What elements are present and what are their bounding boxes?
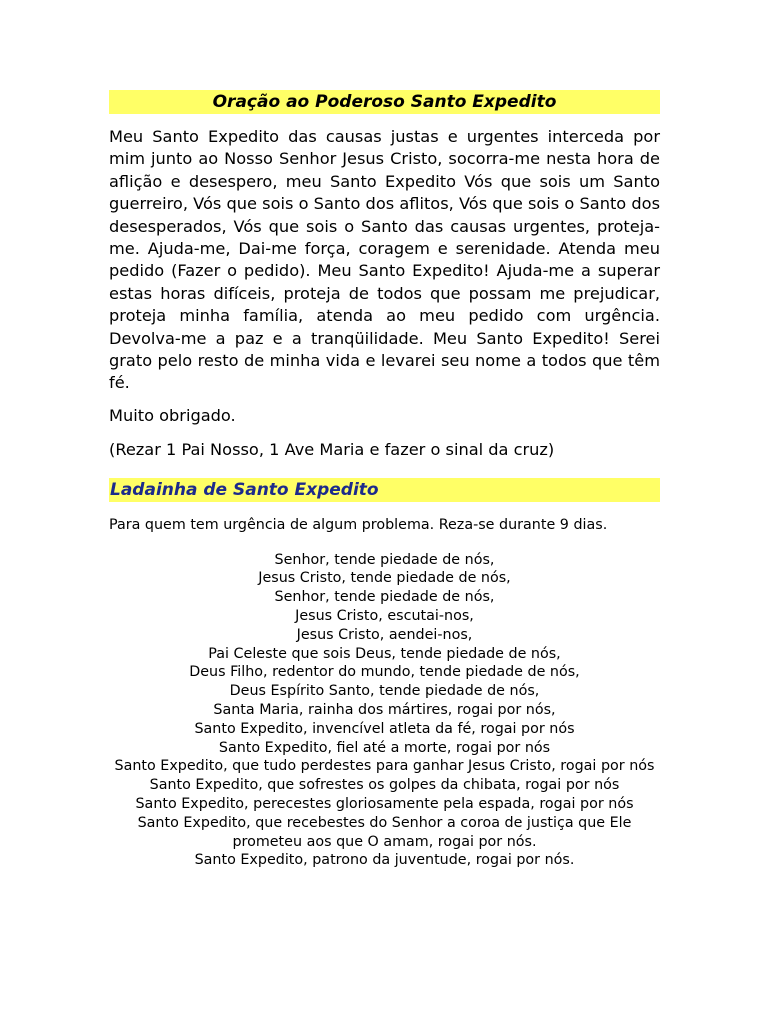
litany-line: Santo Expedito, que tudo perdestes para ganhar Jesus Cristo, rogai por nós (114, 758, 655, 775)
document-page (109, 90, 660, 870)
prayer-text: Meu Santo Expedito das causas justas e urgentes interceda por mim junto ao Nosso Senhor Jesus Cristo, socorra-me nesta hora de aflição e desespero, meu Santo Expedito Vós que sois um Santo guerreiro, Vós que sois o Santo dos aflitos, Vós que sois o Santo dos desesperados, Vós que sois o Santo das causas urgentes, proteja-me. Ajuda-me, Dai-me força, coragem e serenidade. Atenda meu pedido (Fazer o pedido). Meu Santo Expedito! Ajuda-me a superar estas horas difíceis, proteja de todos que possam me prejudicar, proteja minha família, atenda ao meu pedido com urgência. Devolva-me a paz e a tranqüilidade. Meu Santo Expedito! Serei grato pelo resto de minha vida e levarei seu nome a todos que têm fé. (109, 127, 660, 393)
litany-line: Santa Maria, rainha dos mártires, rogai por nós, (213, 702, 556, 719)
litany-line: Santo Expedito, que sofrestes os golpes da chibata, rogai por nós (149, 777, 620, 794)
litany-line: Senhor, tende piedade de nós, (274, 551, 495, 568)
litany-line: Deus Espírito Santo, tende piedade de nós, (229, 683, 540, 700)
litany-line: Deus Filho, redentor do mundo, tende piedade de nós, (189, 664, 580, 681)
litany-line: Santo Expedito, invencível atleta da fé, rogai por nós (194, 720, 575, 737)
prayer-title: Oração ao Poderoso Santo Expedito (109, 90, 660, 114)
litany-line: Jesus Cristo, tende piedade de nós, (258, 570, 511, 587)
litany-line: Pai Celeste que sois Deus, tende piedade de nós, (208, 645, 561, 662)
litany-line: Santo Expedito, fiel até a morte, rogai por nós (218, 739, 551, 756)
instruction-text: (Rezar 1 Pai Nosso, 1 Ave Maria e fazer o sinal da cruz) (109, 440, 555, 460)
litany-line: Jesus Cristo, aendei-nos, (296, 626, 473, 643)
thanks-text: Muito obrigado. (109, 405, 236, 425)
litany-title: Ladainha de Santo Expedito (109, 478, 660, 502)
litany-line: Senhor, tende piedade de nós, (274, 589, 495, 606)
litany-line: Jesus Cristo, escutai-nos, (295, 608, 474, 625)
litany-line: Santo Expedito, que recebestes do Senhor a coroa de justiça que Ele prometeu aos que O amam, rogai por nós. (137, 814, 632, 850)
litany-line: Santo Expedito, perecestes gloriosamente pela espada, rogai por nós (135, 796, 634, 813)
litany-line: Santo Expedito, patrono da juventude, rogai por nós. (194, 852, 575, 869)
litany-intro: Para quem tem urgência de algum problema. Reza-se durante 9 dias. (109, 516, 608, 533)
litany-list (109, 551, 660, 871)
